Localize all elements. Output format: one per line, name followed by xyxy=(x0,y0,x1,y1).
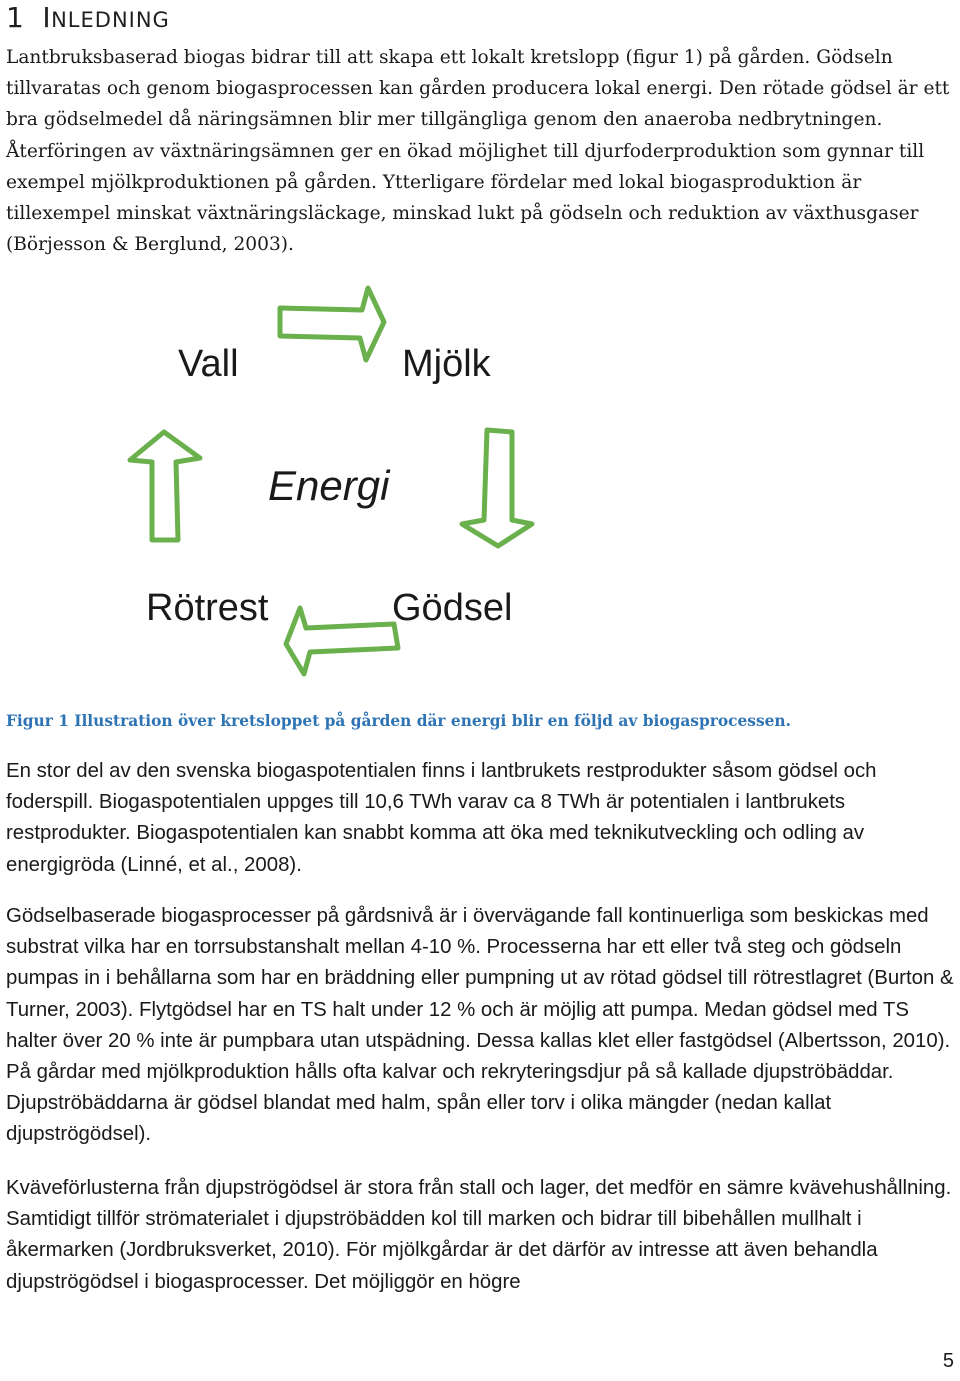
paragraph-processes: Gödselbaserade biogasprocesser på gårdsnivå är i övervägande fall kontinuerliga som beskickas med substrat vilka har en torrsubstanshalt mellan 4-10 %. Processerna har ett eller två steg och gödseln pumpas in i behållarna som har en bräddning eller pumpning ut av rötad gödsel till rötrestlagret (Burton & Turner, 2003). Flytgödsel har en TS halt under 12 % och är möjlig att pumpa. Medan gödsel med TS halter över 20 % inte är pumpbara utan utspädning. Dessa kallas klet eller fastgödsel (Albertsson, 2010). På gårdar med mjölkproduktion hålls ofta kalvar och rekryteringsdjur på så kallade djupströbäddar. Djupströbäddarna är gödsel blandat med halm, spån eller torv i olika mängder (nedan kallat djupströgödsel). xyxy=(6,905,954,1146)
label-energi: Energi xyxy=(268,462,390,509)
label-rotrest: Rötrest xyxy=(146,587,269,629)
section-number: 1 xyxy=(6,1,25,34)
section-heading xyxy=(6,0,170,38)
arrow-godsel-to-rotrest xyxy=(286,608,398,674)
paragraph-intro: Lantbruksbaserad biogas bidrar till att skapa ett lokalt kretslopp (figur 1) på gården. Gödseln tillvaratas och genom biogasprocessen kan gården producera lokal energi. Den rötade gödsel är ett bra gödselmedel då näringsämnen blir mer tillgängliga genom den anaeroba nedbrytningen. Återföringen av växtnäringsämnen ger en ökad möjlighet till djurfoderproduktion som gynnar till exempel mjölkproduktionen på gården. Ytterligare fördelar med lokal biogasproduktion är tillexempel minskat växtnäringsläckage, minskad lukt på gödseln och reduktion av växthusgaser (Börjesson & Berglund, 2003). xyxy=(6,47,950,256)
cycle-diagram xyxy=(0,280,960,700)
paragraph-nitrogen: Kväveförlusterna från djupströgödsel är stora från stall och lager, det medför en sämre kvävehushållning. Samtidigt tillför strömaterialet i djupströbädden kol till marken och bidrar till bibehållen mullhalt i åkermarken (Jordbruksverket, 2010). För mjölkgårdar är det därför av intresse att även behandla djupströgödsel i biogasprocesser. Det möjliggör en högre xyxy=(6,1177,952,1293)
label-mjolk: Mjölk xyxy=(402,343,491,385)
label-godsel: Gödsel xyxy=(392,587,513,629)
arrow-rotrest-to-vall xyxy=(130,432,200,540)
section-title-rest: NLEDNING xyxy=(51,8,170,32)
section-title-first-letter: I xyxy=(42,1,52,34)
figure-caption: Figur 1 Illustration över kretsloppet på gården där energi blir en följd av biogasprocessen. xyxy=(6,712,791,730)
arrow-vall-to-mjolk xyxy=(280,288,384,360)
label-vall: Vall xyxy=(178,343,239,385)
paragraph-potential: En stor del av den svenska biogaspotentialen finns i lantbrukets restprodukter såsom gödsel och foderspill. Biogaspotentialen uppges till 10,6 TWh varav ca 8 TWh är potentialen i lantbrukets restprodukter. Biogaspotentialen kan snabbt komma att öka med teknikutveckling och odling av energigröda (Linné, et al., 2008). xyxy=(6,760,877,876)
arrow-mjolk-to-godsel xyxy=(462,430,532,546)
page-number: 5 xyxy=(942,1350,954,1372)
